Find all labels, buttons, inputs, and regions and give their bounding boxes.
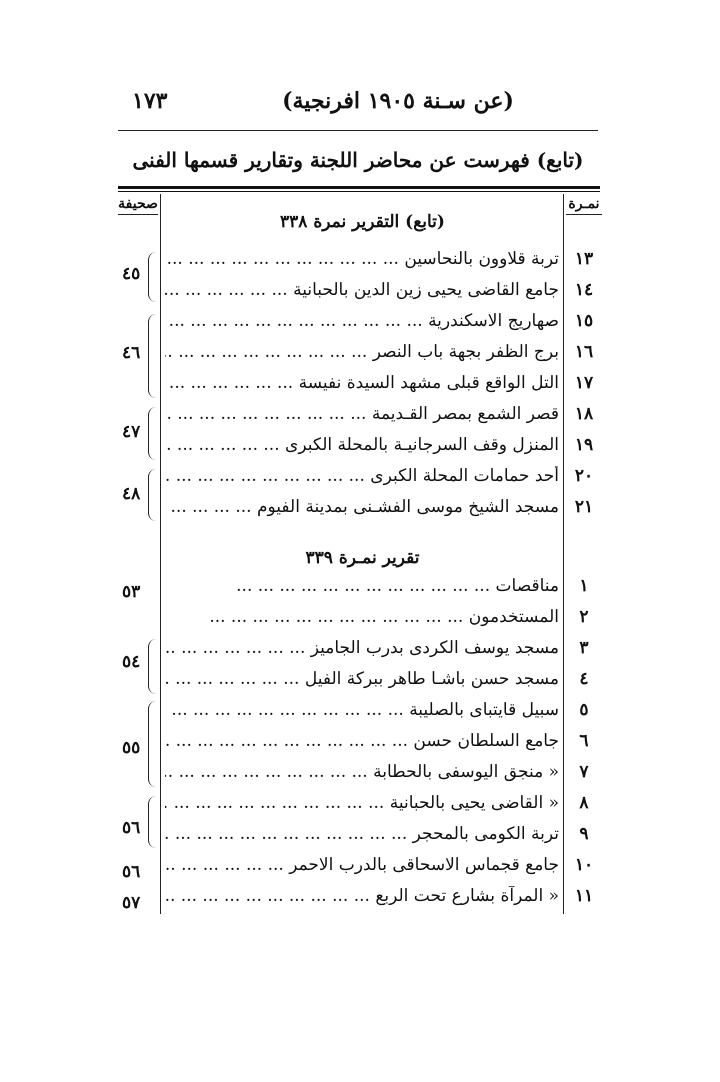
section-title: تقرير نمـرة ٣٣٩ [305, 548, 420, 568]
row-title: تربة قلاوون بالنحاسين ... . [165, 249, 559, 269]
page-ref: ٤٥ [122, 264, 141, 284]
table-row [165, 573, 605, 603]
row-title: مسجد حسن باشـا طاهر ببركة الفيل ... . [165, 669, 559, 689]
row-title: المنزل وقف السرجانيـة بالمحلة الكبرى ... . [165, 435, 559, 455]
page-header [118, 88, 598, 122]
row-title: جامع القاضى يحيى زين الدين بالحبانية ... . [165, 280, 559, 300]
row-title: « القاضى يحيى بالحبانية ... . [165, 793, 559, 813]
page-ref: ٥٥ [122, 738, 141, 758]
column-divider-page [160, 194, 161, 914]
row-title: مسجد الشيخ موسى الفشـنى بمدينة الفيوم ... . [165, 497, 559, 517]
row-title: جامع قجماس الاسحاقى بالدرب الاحمر ... . [165, 855, 559, 875]
row-number: ٢ [579, 607, 589, 627]
page-number: ١٧٣ [132, 88, 168, 114]
row-number: ٢٠ [574, 466, 594, 486]
row-title: أحد حمامات المحلة الكبرى ... . [165, 466, 559, 486]
row-number: ١٦ [574, 342, 594, 362]
row-number: ١ [579, 576, 589, 596]
table-row [165, 759, 605, 789]
table-row [165, 339, 605, 369]
row-title: سبيل قايتباى بالصليبة ... . [165, 700, 559, 720]
row-number: ٨ [579, 793, 589, 813]
page-ref: ٥٦ [122, 862, 141, 882]
section-title: (تابع) التقرير نمرة ٣٣٨ [280, 212, 445, 232]
table-row [165, 790, 605, 820]
row-title: صهاريج الاسكندرية ... . [165, 311, 559, 331]
table-row [165, 401, 605, 431]
table-row [165, 883, 605, 913]
table-row [165, 604, 605, 634]
table-top-rule-thin [118, 191, 600, 192]
page-ref: ٥٤ [122, 652, 141, 672]
page-ref: ٤٧ [122, 422, 141, 442]
header-rule [118, 130, 598, 131]
row-number: ٥ [579, 700, 589, 720]
row-title: برج الظفر بجهة باب النصر ... . [165, 342, 559, 362]
table-row [165, 728, 605, 758]
row-title: مسجد يوسف الكردى بدرب الجاميز ... . [165, 638, 559, 658]
row-title: تربة الكومى بالمحجر ... . [165, 824, 559, 844]
table-row [165, 246, 605, 276]
row-title: مناقصات ... . [165, 576, 559, 596]
index-title: (تابع) فهرست عن محاضر اللجنة وتقارير قسمها الفنى [132, 148, 584, 172]
table-row [165, 666, 605, 696]
row-title: جامع السلطان حسن ... . [165, 731, 559, 751]
row-number: ١٨ [574, 404, 594, 424]
table-row [165, 308, 605, 338]
table-row [165, 635, 605, 665]
row-number: ٣ [579, 638, 589, 658]
row-number: ١٣ [574, 249, 594, 269]
row-number: ٩ [579, 824, 589, 844]
row-number: ٧ [579, 762, 589, 782]
column-header-page: صحيفة [118, 196, 158, 215]
page-ref: ٥٧ [122, 893, 141, 913]
row-title: قصر الشمع بمصر القـديمة ... . [165, 404, 559, 424]
page-ref: ٥٦ [122, 818, 141, 838]
table-row [165, 852, 605, 882]
row-number: ٢١ [574, 497, 594, 517]
row-number: ١٧ [574, 373, 594, 393]
page-ref: ٤٨ [122, 484, 141, 504]
table-row [165, 277, 605, 307]
row-number: ١٤ [574, 280, 594, 300]
row-number: ١٩ [574, 435, 594, 455]
row-number: ١١ [574, 886, 594, 906]
table-row [165, 432, 605, 462]
row-title: المستخدمون ... . [165, 607, 559, 627]
table-row [165, 494, 605, 524]
row-title: التل الواقع قبلى مشهد السيدة نفيسة ... . [165, 373, 559, 393]
table-top-rule [118, 186, 600, 189]
row-number: ٤ [579, 669, 589, 689]
row-number: ٦ [579, 731, 589, 751]
page-ref: ٤٦ [122, 343, 141, 363]
table-row [165, 463, 605, 493]
row-number: ١٠ [574, 855, 594, 875]
page-ref: ٥٣ [122, 582, 141, 602]
column-header-number: نمـرة [566, 196, 602, 215]
table-row [165, 370, 605, 400]
running-title: (عن سـنة ١٩٠٥ افرنجية) [282, 88, 514, 114]
row-number: ١٥ [574, 311, 594, 331]
row-title: « منجق اليوسفى بالحطابة ... . [165, 762, 559, 782]
table-row [165, 821, 605, 851]
table-row [165, 697, 605, 727]
row-title: « المرآة بشارع تحت الربع ... . [165, 886, 559, 906]
